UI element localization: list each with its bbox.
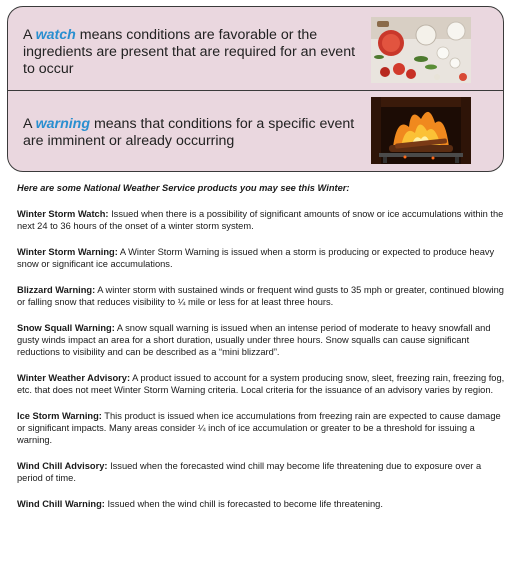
product-term: Snow Squall Warning: [17,323,115,333]
product-term: Blizzard Warning: [17,285,96,295]
product-item [17,246,505,270]
cooking-ingredients-image [371,17,471,83]
product-item [17,284,505,308]
warning-prefix: A [23,116,36,132]
product-description: Issued when the forecasted wind chill may become life threatening due to exposure over a period of time. [17,461,482,483]
watch-definition [23,27,368,78]
product-description: A snow squall warning is issued when an intense period of moderate to heavy snowfall and gusty winds impact an area for a short duration, usually under three hours. Snow squalls can cause significant reductions to visibility and can be described as a “mini blizzard”. [17,323,491,357]
product-description: Issued when the wind chill is forecasted to become life threatening. [104,499,383,509]
product-description: This product is issued when ice accumulations from freezing rain are expected to cause damage or significant impacts. Many areas consider ¼ inch of ice accumulation or greater to be a threshold for issuing a warning. [17,411,501,445]
product-term: Wind Chill Warning: [17,499,105,509]
watch-description: means conditions are favorable or the ingredients are present that are required for an event to occur [23,27,356,77]
product-item [17,208,505,232]
callout-divider [8,90,503,91]
product-list [17,182,505,524]
product-term: Winter Weather Advisory: [17,373,131,383]
watch-keyword: watch [35,27,76,43]
product-description: Issued when there is a possibility of significant amounts of snow or ice accumulations within the next 24 to 36 hours of the onset of a winter storm system. [17,209,504,231]
definition-callout [7,6,504,172]
product-term: Wind Chill Advisory: [17,461,108,471]
product-item [17,498,505,510]
fireplace-fire-image [371,97,471,164]
warning-definition [23,116,368,150]
product-description: A Winter Storm Warning is issued when a storm is producing or expected to produce heavy snow or significant ice accumulations. [17,247,495,269]
product-description: A product issued to account for a system producing snow, sleet, freezing rain, freezing fog, etc. that does not meet Winter Storm Warning criteria. Local criteria for the issuance of an advisory varies by region. [17,373,505,395]
warning-keyword: warning [35,116,91,132]
product-item [17,410,505,446]
warning-description: means that conditions for a specific event are imminent or already occurring [23,116,355,149]
intro-text: Here are some National Weather Service products you may see this Winter: [17,183,350,193]
product-item [17,322,505,358]
product-term: Winter Storm Warning: [17,247,118,257]
product-description: A winter storm with sustained winds or frequent wind gusts to 35 mph or greater, continued blowing or falling snow that reduces visibility to ¼ mile or less for at least three hours. [17,285,504,307]
product-item [17,372,505,396]
watch-prefix: A [23,27,36,43]
product-item [17,460,505,484]
product-term: Ice Storm Warning: [17,411,102,421]
product-term: Winter Storm Watch: [17,209,109,219]
